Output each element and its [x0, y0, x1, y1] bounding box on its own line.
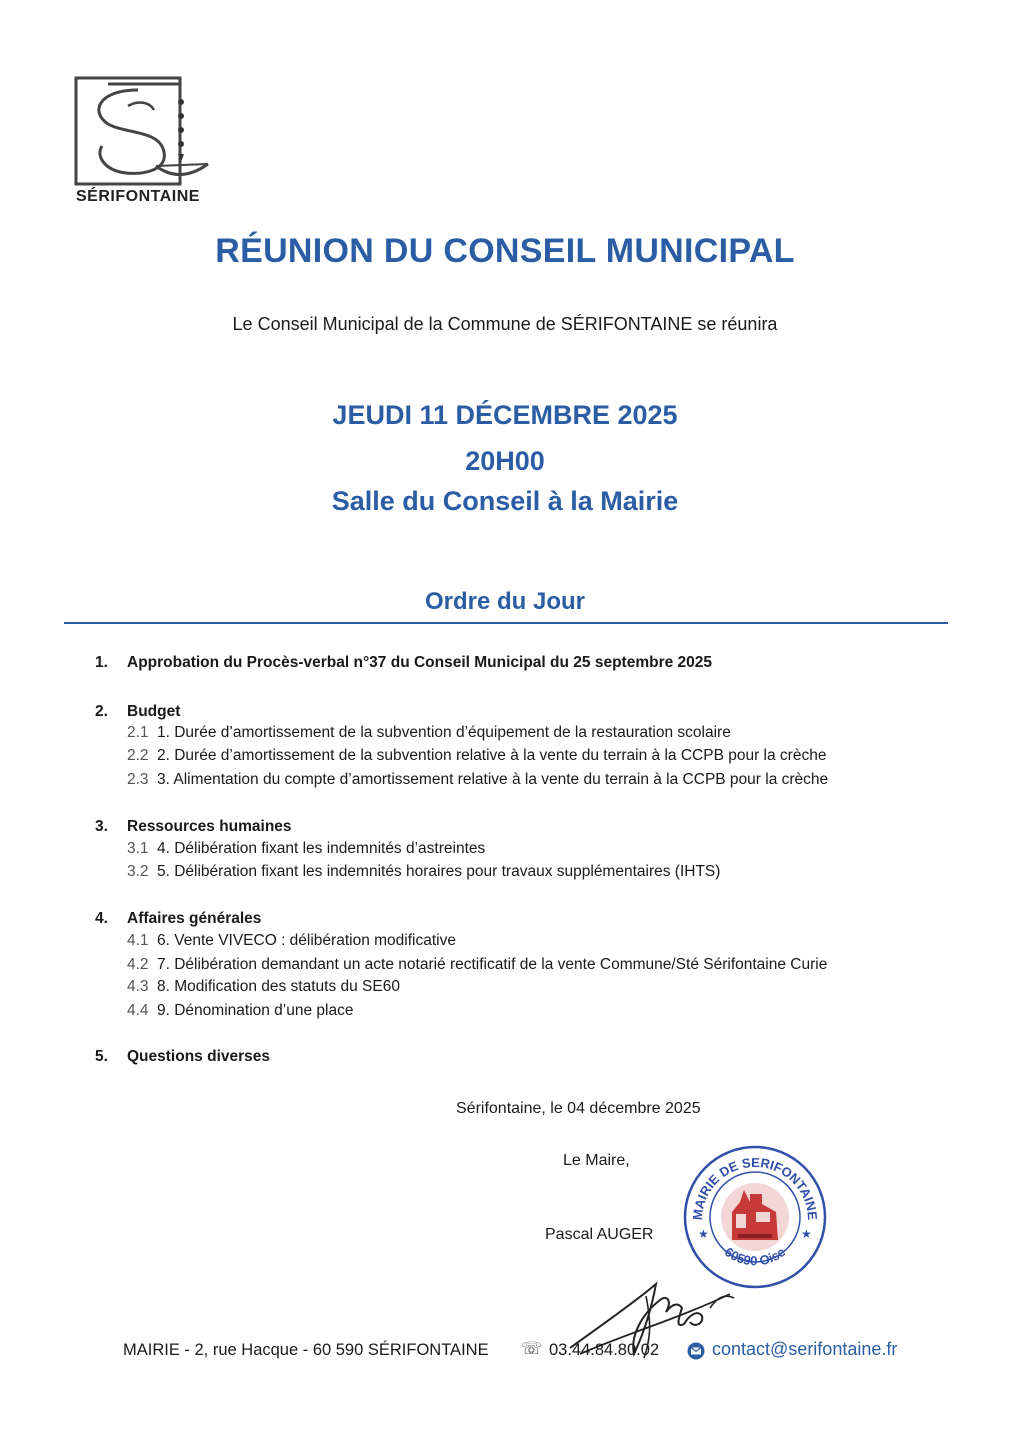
agenda-subitem-number: 2.1: [127, 724, 149, 741]
meeting-time: 20H00: [465, 446, 545, 476]
signatory-role: Le Maire,: [563, 1152, 630, 1169]
agenda-subitem-number: 4.4: [127, 1002, 149, 1019]
dateline: Sérifontaine, le 04 décembre 2025: [456, 1100, 701, 1117]
agenda-subitem-number: 4.2: [127, 956, 149, 973]
agenda-item-number: 4.: [95, 910, 108, 927]
footer-address: MAIRIE - 2, rue Hacque - 60 590 SÉRIFONTAINE: [123, 1341, 489, 1359]
footer-phone: 03.44.84.80.02: [549, 1341, 660, 1359]
agenda-subitem-number: 3.1: [127, 840, 149, 857]
meeting-date: JEUDI 11 DÉCEMBRE 2025: [332, 400, 678, 430]
intro-text: Le Conseil Municipal de la Commune de SÉRIFONTAINE se réunira: [232, 314, 778, 334]
agenda-subitem-number: 2.2: [127, 747, 149, 764]
agenda-item-label: Ressources humaines: [127, 818, 292, 835]
agenda-subitem-number: 2.3: [127, 771, 149, 788]
svg-text:60590 Oise: 60590 Oise: [721, 1244, 789, 1269]
agenda-item-label: Affaires générales: [127, 910, 262, 927]
agenda-subitem-label: 1. Durée d’amortissement de la subvention d’équipement de la restauration scolaire: [157, 724, 731, 741]
agenda-item-number: 5.: [95, 1048, 108, 1065]
agenda-subitem-label: 6. Vente VIVECO : délibération modificative: [157, 932, 456, 949]
agenda-subitem-label: 5. Délibération fixant les indemnités horaires pour travaux supplémentaires (IHTS): [157, 863, 721, 880]
agenda-subitem-label: 3. Alimentation du compte d’amortissement relative à la vente du terrain à la CCPB pour la crèche: [157, 771, 829, 788]
agenda-subitem-label: 4. Délibération fixant les indemnités d’astreintes: [157, 840, 486, 857]
mail-icon: [687, 1342, 705, 1360]
serifontaine-emblem: [68, 72, 218, 187]
agenda-item-label: Budget: [127, 703, 181, 720]
agenda-subitem-label: 7. Délibération demandant un acte notarié rectificatif de la vente Commune/Sté Sérifontaine Curie: [157, 956, 828, 973]
agenda-subitem-label: 9. Dénomination d’une place: [157, 1002, 354, 1019]
page-title: RÉUNION DU CONSEIL MUNICIPAL: [215, 232, 795, 270]
meeting-place: Salle du Conseil à la Mairie: [331, 486, 679, 516]
agenda-item-label: Approbation du Procès-verbal n°37 du Conseil Municipal du 25 septembre 2025: [127, 654, 713, 671]
svg-text:★: ★: [801, 1227, 812, 1241]
agenda-divider: [64, 622, 948, 624]
agenda-subitem-label: 2. Durée d’amortissement de la subvention relative à la vente du terrain à la CCPB pour la crèche: [157, 747, 827, 764]
agenda-item-number: 3.: [95, 818, 108, 835]
agenda-item-label: Questions diverses: [127, 1048, 271, 1065]
agenda-subitem-number: 4.3: [127, 978, 149, 995]
svg-text:★: ★: [698, 1227, 709, 1241]
agenda-title: Ordre du Jour: [424, 588, 586, 615]
logo-name: SÉRIFONTAINE: [76, 188, 200, 205]
footer-email-link[interactable]: contact@serifontaine.fr: [712, 1339, 898, 1359]
municipal-logo: [68, 72, 218, 207]
signatory-name: Pascal AUGER: [545, 1226, 654, 1243]
agenda-subitem-label: 8. Modification des statuts du SE60: [157, 978, 400, 995]
svg-text:MAIRIE DE SERIFONTAINE: MAIRIE DE SERIFONTAINE: [689, 1154, 821, 1221]
agenda-subitem-number: 3.2: [127, 863, 149, 880]
agenda-item-number: 1.: [95, 654, 108, 671]
agenda-item-number: 2.: [95, 703, 108, 720]
phone-icon: ☏: [521, 1339, 543, 1358]
agenda-subitem-number: 4.1: [127, 932, 149, 949]
